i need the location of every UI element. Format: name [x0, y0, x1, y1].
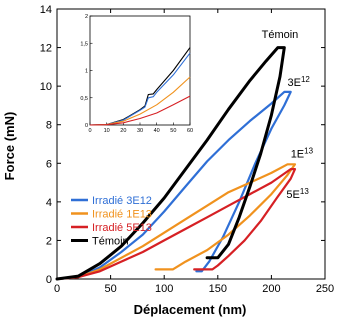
inset-y-tick-label: 1 — [84, 68, 88, 75]
inset-y-tick-label: 2 — [84, 14, 88, 20]
annotation-superscript: 13 — [299, 187, 309, 196]
legend-label: Irradié 1E13 — [92, 208, 152, 221]
annotation-label: $1E^{13}$ — [290, 146, 314, 161]
legend-label: Irradié 5E13 — [92, 222, 152, 234]
annotation-label: $5E^{13}$ — [286, 187, 309, 201]
inset-x-tick-label: 20 — [120, 128, 127, 134]
y-tick-label: 10 — [39, 81, 52, 94]
x-axis-title: Déplacement (nm) — [133, 302, 247, 317]
x-tick-label: 100 — [155, 283, 174, 295]
legend-label: Témoin — [92, 235, 129, 248]
inset-x-tick-label: 10 — [103, 128, 110, 134]
y-tick-label: 2 — [45, 235, 52, 248]
inset-x-tick-label: 50 — [170, 128, 177, 134]
inset-x-tick-label: 40 — [153, 128, 160, 134]
annotation-label: $3E^{12}$ — [287, 75, 310, 90]
x-tick-label: 250 — [315, 283, 335, 295]
y-axis-title: Force (mN) — [2, 111, 17, 181]
annotation-superscript: 13 — [304, 146, 314, 156]
inset-background — [75, 13, 195, 136]
inset-x-tick-label: 30 — [136, 128, 144, 134]
inset-x-tick-label: 60 — [186, 128, 194, 134]
annotation-label: Témoin — [261, 28, 299, 41]
annotation-superscript: 12 — [300, 75, 310, 85]
y-tick-label: 0 — [45, 274, 52, 286]
y-tick-label: 6 — [45, 158, 52, 171]
inset-x-tick-label: 0 — [88, 128, 92, 134]
inset-y-tick-label: 0,5 — [80, 95, 88, 102]
y-tick-label: 12 — [39, 42, 52, 55]
y-tick-label: 8 — [45, 119, 52, 132]
x-tick-label: 50 — [104, 283, 117, 295]
x-tick-label: 150 — [208, 283, 227, 295]
x-tick-label: 0 — [53, 283, 61, 295]
legend-label: Irradié 3E12 — [92, 195, 152, 207]
inset-y-tick-label: 0 — [84, 123, 88, 129]
y-tick-label: 14 — [39, 4, 52, 16]
y-tick-label: 4 — [45, 196, 52, 209]
inset-y-tick-label: 1,5 — [80, 41, 88, 48]
x-tick-label: 200 — [262, 283, 281, 295]
